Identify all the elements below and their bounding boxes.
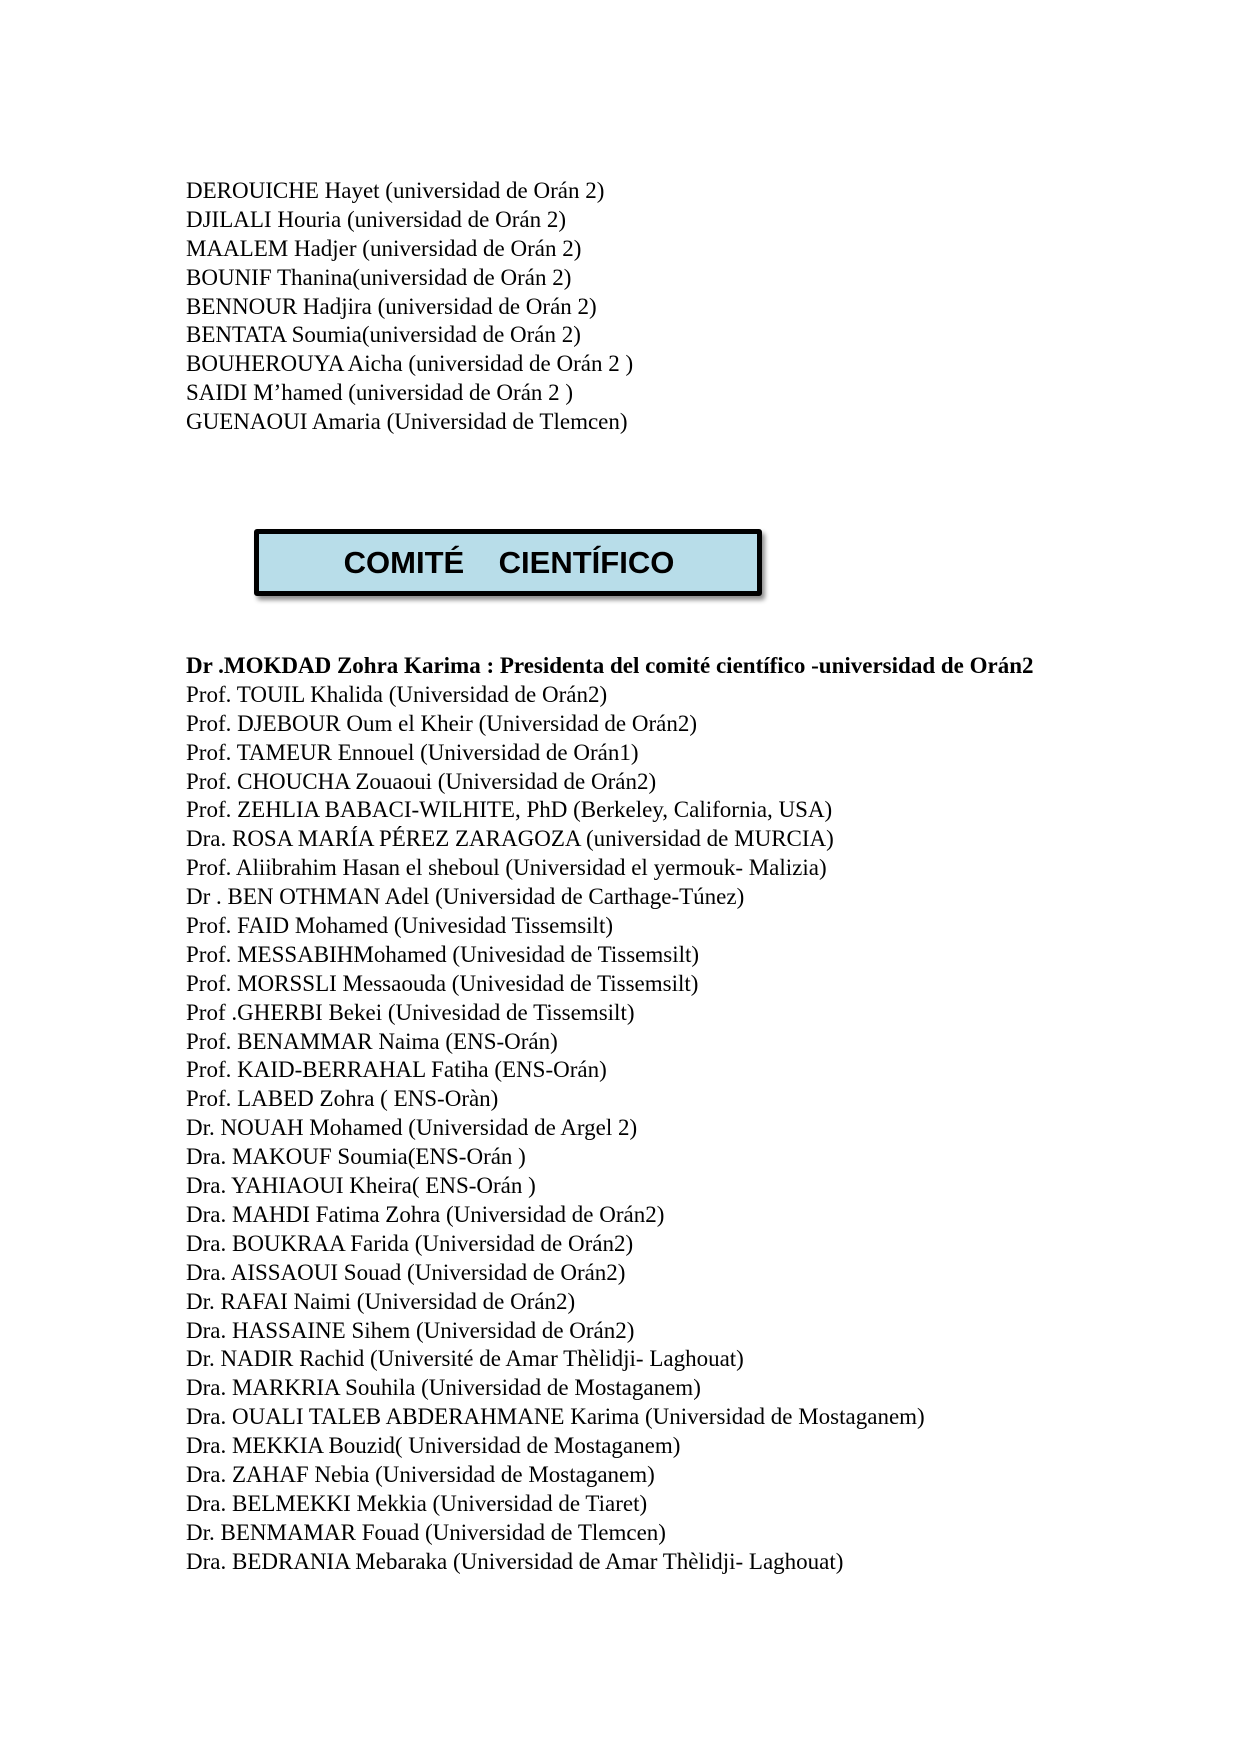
committee-member: Dr. BENMAMAR Fouad (Universidad de Tlemcen) [186, 1519, 666, 1545]
committee-member: Prof. DJEBOUR Oum el Kheir (Universidad de Orán2) [186, 710, 698, 736]
organizer-line: BOUNIF Thanina(universidad de Orán 2) [186, 264, 572, 290]
committee-member: Prof. LABED Zohra ( ENS-Oràn) [186, 1086, 499, 1112]
committee-member: Prof. CHOUCHA Zouaoui (Universidad de Orán2) [186, 768, 657, 794]
committee-member: Dra. MARKRIA Souhila (Universidad de Mostaganem) [186, 1375, 701, 1401]
organizers-list [186, 177, 633, 437]
organizer-line: MAALEM Hadjer (universidad de Orán 2) [186, 235, 582, 261]
committee-member: Prof. Aliibrahim Hasan el sheboul (Universidad el yermouk- Malizia) [186, 855, 827, 881]
committee-member: Prof. BENAMMAR Naima (ENS-Orán) [186, 1028, 558, 1054]
organizer-line: SAIDI M’hamed (universidad de Orán 2 ) [186, 380, 574, 406]
organizer-line: BENNOUR Hadjira (universidad de Orán 2) [186, 293, 597, 319]
committee-member: Dr . BEN OTHMAN Adel (Universidad de Carthage-Túnez) [186, 884, 745, 910]
organizer-line: BOUHEROUYA Aicha (universidad de Orán 2 ) [186, 351, 634, 377]
committee-president: Dr .MOKDAD Zohra Karima : Presidenta del comité científico -universidad de Orán2 [186, 653, 1034, 678]
committee-member: Prof. ZEHLIA BABACI-WILHITE, PhD (Berkeley, California, USA) [186, 797, 833, 823]
committee-member: Prof. TOUIL Khalida (Universidad de Orán2) [186, 681, 608, 707]
committee-member: Prof. KAID-BERRAHAL Fatiha (ENS-Orán) [186, 1057, 607, 1083]
committee-member: Dra. BEDRANIA Mebaraka (Universidad de Amar Thèlidji- Laghouat) [186, 1548, 844, 1574]
committee-member: Dra. OUALI TALEB ABDERAHMANE Karima (Universidad de Mostaganem) [186, 1404, 925, 1430]
committee-member: Dra. ZAHAF Nebia (Universidad de Mostaganem) [186, 1461, 655, 1487]
committee-list [186, 652, 1066, 1577]
committee-member: Dra. MAHDI Fatima Zohra (Universidad de Orán2) [186, 1201, 665, 1227]
committee-member: Prof. MORSSLI Messaouda (Univesidad de Tissemsilt) [186, 970, 699, 996]
committee-member: Prof. FAID Mohamed (Univesidad Tissemsilt) [186, 913, 613, 939]
committee-member: Prof. TAMEUR Ennouel (Universidad de Orán1) [186, 739, 639, 765]
committee-member: Prof .GHERBI Bekei (Univesidad de Tissemsilt) [186, 999, 635, 1025]
committee-member: Dra. ROSA MARÍA PÉREZ ZARAGOZA (universidad de MURCIA) [186, 826, 834, 852]
committee-member: Dra. AISSAOUI Souad (Universidad de Orán2) [186, 1259, 626, 1285]
organizer-line: DEROUICHE Hayet (universidad de Orán 2) [186, 178, 605, 203]
organizer-line: DJILALI Houria (universidad de Orán 2) [186, 206, 567, 232]
committee-member: Dra. MAKOUF Soumia(ENS-Orán ) [186, 1144, 526, 1170]
committee-member: Dra. MEKKIA Bouzid( Universidad de Mostaganem) [186, 1433, 681, 1459]
section-title: COMITÉ CIENTÍFICO [343, 544, 675, 580]
committee-member: Dra. BELMEKKI Mekkia (Universidad de Tiaret) [186, 1490, 648, 1516]
committee-member: Dra. BOUKRAA Farida (Universidad de Orán2) [186, 1230, 634, 1256]
committee-member: Dr. RAFAI Naimi (Universidad de Orán2) [186, 1288, 576, 1314]
section-banner [254, 529, 762, 596]
organizer-line: GUENAOUI Amaria (Universidad de Tlemcen) [186, 409, 628, 435]
committee-member: Prof. MESSABIHMohamed (Univesidad de Tissemsilt) [186, 941, 700, 967]
committee-member: Dra. HASSAINE Sihem (Universidad de Orán2) [186, 1317, 635, 1343]
organizer-line: BENTATA Soumia(universidad de Orán 2) [186, 322, 581, 348]
committee-member: Dra. YAHIAOUI Kheira( ENS-Orán ) [186, 1173, 536, 1199]
committee-member: Dr. NOUAH Mohamed (Universidad de Argel 2) [186, 1115, 638, 1141]
committee-member: Dr. NADIR Rachid (Université de Amar Thèlidji- Laghouat) [186, 1346, 744, 1372]
